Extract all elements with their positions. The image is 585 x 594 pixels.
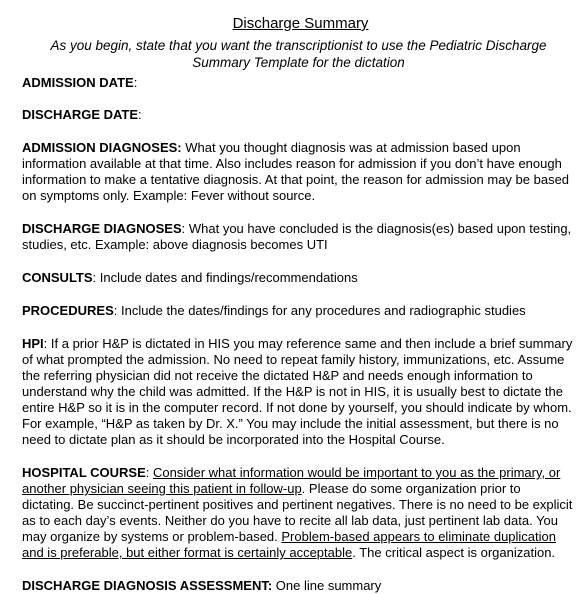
- discharge-diagnosis-assessment-label: DISCHARGE DIAGNOSIS ASSESSMENT:: [22, 578, 273, 593]
- admission-date-field: [22, 75, 575, 91]
- admission-date-label: ADMISSION DATE: [22, 75, 134, 90]
- discharge-date-field: [22, 107, 575, 123]
- admission-diagnoses-label: ADMISSION DIAGNOSES:: [22, 140, 182, 155]
- procedures-label: PROCEDURES: [22, 303, 114, 318]
- hospital-course-label: HOSPITAL COURSE: [22, 465, 146, 480]
- discharge-diagnoses-text: : What you have concluded is the diagnosis(es) based upon testing, studies, etc. Example: above diagnosis becomes UTI: [22, 221, 572, 252]
- discharge-diagnoses-label: DISCHARGE DIAGNOSES: [22, 221, 182, 236]
- hospital-course-text-2: . The critical aspect is organization.: [352, 545, 556, 560]
- discharge-diagnosis-assessment-section: [22, 578, 575, 594]
- hpi-label: HPI: [22, 336, 44, 351]
- intro-instruction: As you begin, state that you want the transcriptionist to use the Pediatric Discharge Summary Template for the dictation: [50, 38, 547, 70]
- hpi-text: : If a prior H&P is dictated in HIS you may reference same and then include a brief summary of what prompted the admission. No need to repeat family history, immunizations, etc. Assume the referring physician did not receive the dictated H&P and needs enough information to understand why the child was admitted. If the H&P is not in HIS, it is usually best to dictate the entire H&P so it is in the computer record. If not done by yourself, you should indicate by whom. For example, “H&P as taken by Dr. X.” You may include the initial assessment, but there is no need to dictate plan as it should be incorporated into the Hospital Course.: [22, 336, 573, 447]
- discharge-diagnoses-section: [22, 221, 575, 253]
- procedures-text: : Include the dates/findings for any procedures and radiographic studies: [113, 303, 526, 318]
- discharge-date-label: DISCHARGE DATE: [22, 107, 139, 122]
- consults-section: [22, 270, 575, 286]
- consults-label: CONSULTS: [22, 270, 93, 285]
- admission-diagnoses-text: What you thought diagnosis was at admission based upon information available at that time. Also includes reason for admission if you don’t have enough information to make a tentative diagnosis. At that point, the reason for admission may be based on symptoms only. Example: Fever without source.: [22, 140, 570, 203]
- hospital-course-separator: :: [145, 465, 153, 480]
- admission-diagnoses-section: [22, 140, 575, 204]
- discharge-diagnosis-assessment-text: One line summary: [272, 578, 382, 593]
- discharge-date-colon: :: [138, 107, 142, 122]
- procedures-section: [22, 303, 575, 319]
- hospital-course-emphasis-2: Problem-based appears to eliminate duplication and is preferable, but either format is certainly acceptable: [22, 529, 556, 560]
- document-title: Discharge Summary: [232, 15, 369, 32]
- hpi-section: [22, 336, 575, 448]
- consults-text: : Include dates and findings/recommendations: [92, 270, 358, 285]
- admission-date-colon: :: [133, 75, 138, 90]
- hospital-course-emphasis-1: Consider what information would be important to you as the primary, or another physician seeing this patient in follow-up: [22, 465, 561, 496]
- hospital-course-text-1: . Please do some organization prior to dictating. Be succinct-pertinent positives and pertinent negatives. There is no need to be explicit as to each day’s events. Neither do you have to recite all lab data, just pertinent lab data. You may organize by systems or problem-based.: [22, 481, 573, 544]
